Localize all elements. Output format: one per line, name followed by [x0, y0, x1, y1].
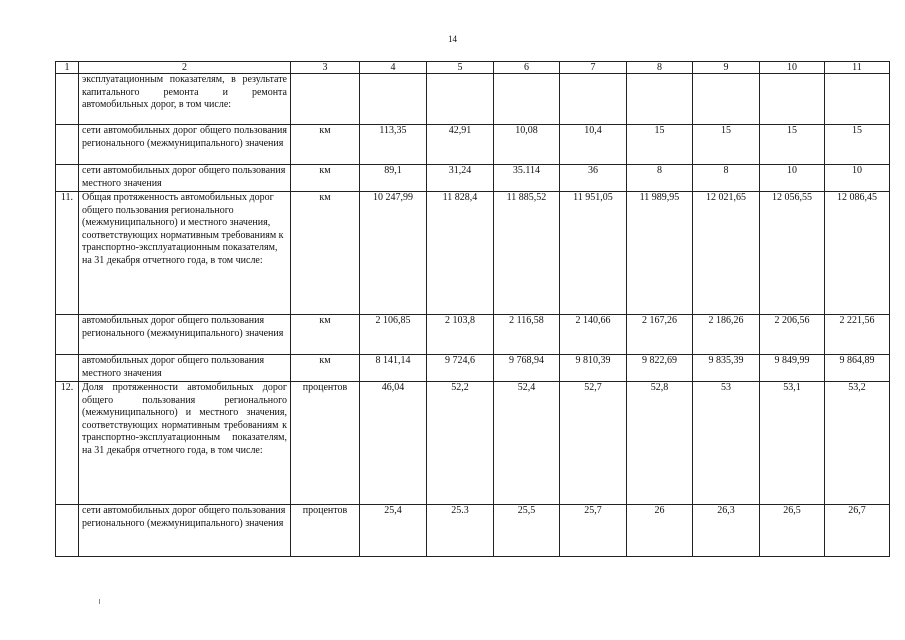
row-number: 12.: [56, 382, 79, 505]
row-unit: км: [291, 125, 360, 165]
row-value: 15: [825, 125, 890, 165]
column-number: 1: [56, 62, 79, 74]
row-value: 26,7: [825, 505, 890, 557]
row-value: 8: [693, 165, 760, 192]
column-number: 7: [560, 62, 627, 74]
column-number: 2: [79, 62, 291, 74]
row-description: сети автомобильных дорог общего пользования регионального (межмуниципального) значения: [79, 125, 291, 165]
table-row: [56, 74, 890, 125]
row-value: 15: [627, 125, 693, 165]
row-value: 11 828,4: [427, 192, 494, 315]
row-value: [693, 74, 760, 125]
row-value: [427, 74, 494, 125]
table-row: [56, 355, 890, 382]
row-description: Доля протяженности автомобильных дорог общего пользования регионального (межмуниципального) и местного значения, соответствующих нормативным требованиям к транспортно-эксплуатационным показателям, на 31 декабря отчетного года, в том числе:: [79, 382, 291, 505]
row-value: 10: [760, 165, 825, 192]
row-value: 113,35: [360, 125, 427, 165]
row-value: 11 885,52: [494, 192, 560, 315]
row-value: 10 247,99: [360, 192, 427, 315]
row-value: 9 724,6: [427, 355, 494, 382]
column-number: 9: [693, 62, 760, 74]
row-value: 52,2: [427, 382, 494, 505]
row-value: 9 849,99: [760, 355, 825, 382]
row-value: 2 140,66: [560, 315, 627, 355]
row-unit: процентов: [291, 382, 360, 505]
column-number: 3: [291, 62, 360, 74]
row-number: [56, 165, 79, 192]
column-number: 5: [427, 62, 494, 74]
row-value: 2 167,26: [627, 315, 693, 355]
row-description: Общая протяженность автомобильных дорог общего пользования регионального (межмуниципального) и местного значения, соответствующих нормативным требованиям к транспортно-эксплуатационным показателям, на 31 декабря отчетного года, в том числе:: [79, 192, 291, 315]
row-value: [760, 74, 825, 125]
row-value: 53,1: [760, 382, 825, 505]
row-value: [560, 74, 627, 125]
column-number: 8: [627, 62, 693, 74]
row-value: 12 086,45: [825, 192, 890, 315]
table-row: [56, 382, 890, 505]
row-value: 42,91: [427, 125, 494, 165]
row-number: [56, 315, 79, 355]
row-value: 52,8: [627, 382, 693, 505]
column-number: 6: [494, 62, 560, 74]
indicators-table: [55, 61, 890, 557]
row-value: 11 989,95: [627, 192, 693, 315]
row-value: 26,5: [760, 505, 825, 557]
row-value: [494, 74, 560, 125]
row-value: 36: [560, 165, 627, 192]
row-value: 9 810,39: [560, 355, 627, 382]
row-value: [627, 74, 693, 125]
table-row: [56, 505, 890, 557]
row-value: 25,5: [494, 505, 560, 557]
row-description: сети автомобильных дорог общего пользования регионального (межмуниципального) значения: [79, 505, 291, 557]
row-value: 9 864,89: [825, 355, 890, 382]
row-value: 12 021,65: [693, 192, 760, 315]
row-value: 9 768,94: [494, 355, 560, 382]
row-value: 10,4: [560, 125, 627, 165]
row-value: 53: [693, 382, 760, 505]
row-value: 25,4: [360, 505, 427, 557]
row-value: 15: [693, 125, 760, 165]
row-value: 2 116,58: [494, 315, 560, 355]
column-number-row: [56, 62, 890, 74]
column-number: 4: [360, 62, 427, 74]
row-description: эксплуатационным показателям, в результате капитального ремонта и ремонта автомобильных дорог, в том числе:: [79, 74, 291, 125]
row-value: 31,24: [427, 165, 494, 192]
row-description: автомобильных дорог общего пользования местного значения: [79, 355, 291, 382]
row-value: 11 951,05: [560, 192, 627, 315]
row-unit: [291, 74, 360, 125]
row-value: 2 103,8: [427, 315, 494, 355]
table-row: [56, 125, 890, 165]
row-value: 9 835,39: [693, 355, 760, 382]
row-unit: км: [291, 165, 360, 192]
row-value: 26: [627, 505, 693, 557]
row-value: 2 221,56: [825, 315, 890, 355]
row-value: 2 186,26: [693, 315, 760, 355]
row-number: [56, 355, 79, 382]
row-value: 10,08: [494, 125, 560, 165]
row-value: 89,1: [360, 165, 427, 192]
row-value: 26,3: [693, 505, 760, 557]
row-value: 12 056,55: [760, 192, 825, 315]
row-value: 35.114: [494, 165, 560, 192]
row-value: 15: [760, 125, 825, 165]
row-unit: км: [291, 355, 360, 382]
row-value: [825, 74, 890, 125]
row-value: 52,4: [494, 382, 560, 505]
row-value: [360, 74, 427, 125]
row-number: 11.: [56, 192, 79, 315]
row-value: 52,7: [560, 382, 627, 505]
row-unit: процентов: [291, 505, 360, 557]
table-row: [56, 165, 890, 192]
row-value: 2 206,56: [760, 315, 825, 355]
row-number: [56, 74, 79, 125]
row-value: 8 141,14: [360, 355, 427, 382]
scan-mark: [99, 599, 100, 604]
column-number: 11: [825, 62, 890, 74]
row-value: 9 822,69: [627, 355, 693, 382]
row-value: 25.3: [427, 505, 494, 557]
row-value: 10: [825, 165, 890, 192]
row-description: сети автомобильных дорог общего пользования местного значения: [79, 165, 291, 192]
table-row: [56, 315, 890, 355]
row-value: 2 106,85: [360, 315, 427, 355]
page-number: 14: [448, 34, 457, 44]
row-unit: км: [291, 192, 360, 315]
row-value: 8: [627, 165, 693, 192]
row-unit: км: [291, 315, 360, 355]
row-number: [56, 125, 79, 165]
row-description: автомобильных дорог общего пользования регионального (межмуниципального) значения: [79, 315, 291, 355]
table-row: [56, 192, 890, 315]
row-value: 46,04: [360, 382, 427, 505]
row-value: 53,2: [825, 382, 890, 505]
column-number: 10: [760, 62, 825, 74]
row-number: [56, 505, 79, 557]
row-value: 25,7: [560, 505, 627, 557]
